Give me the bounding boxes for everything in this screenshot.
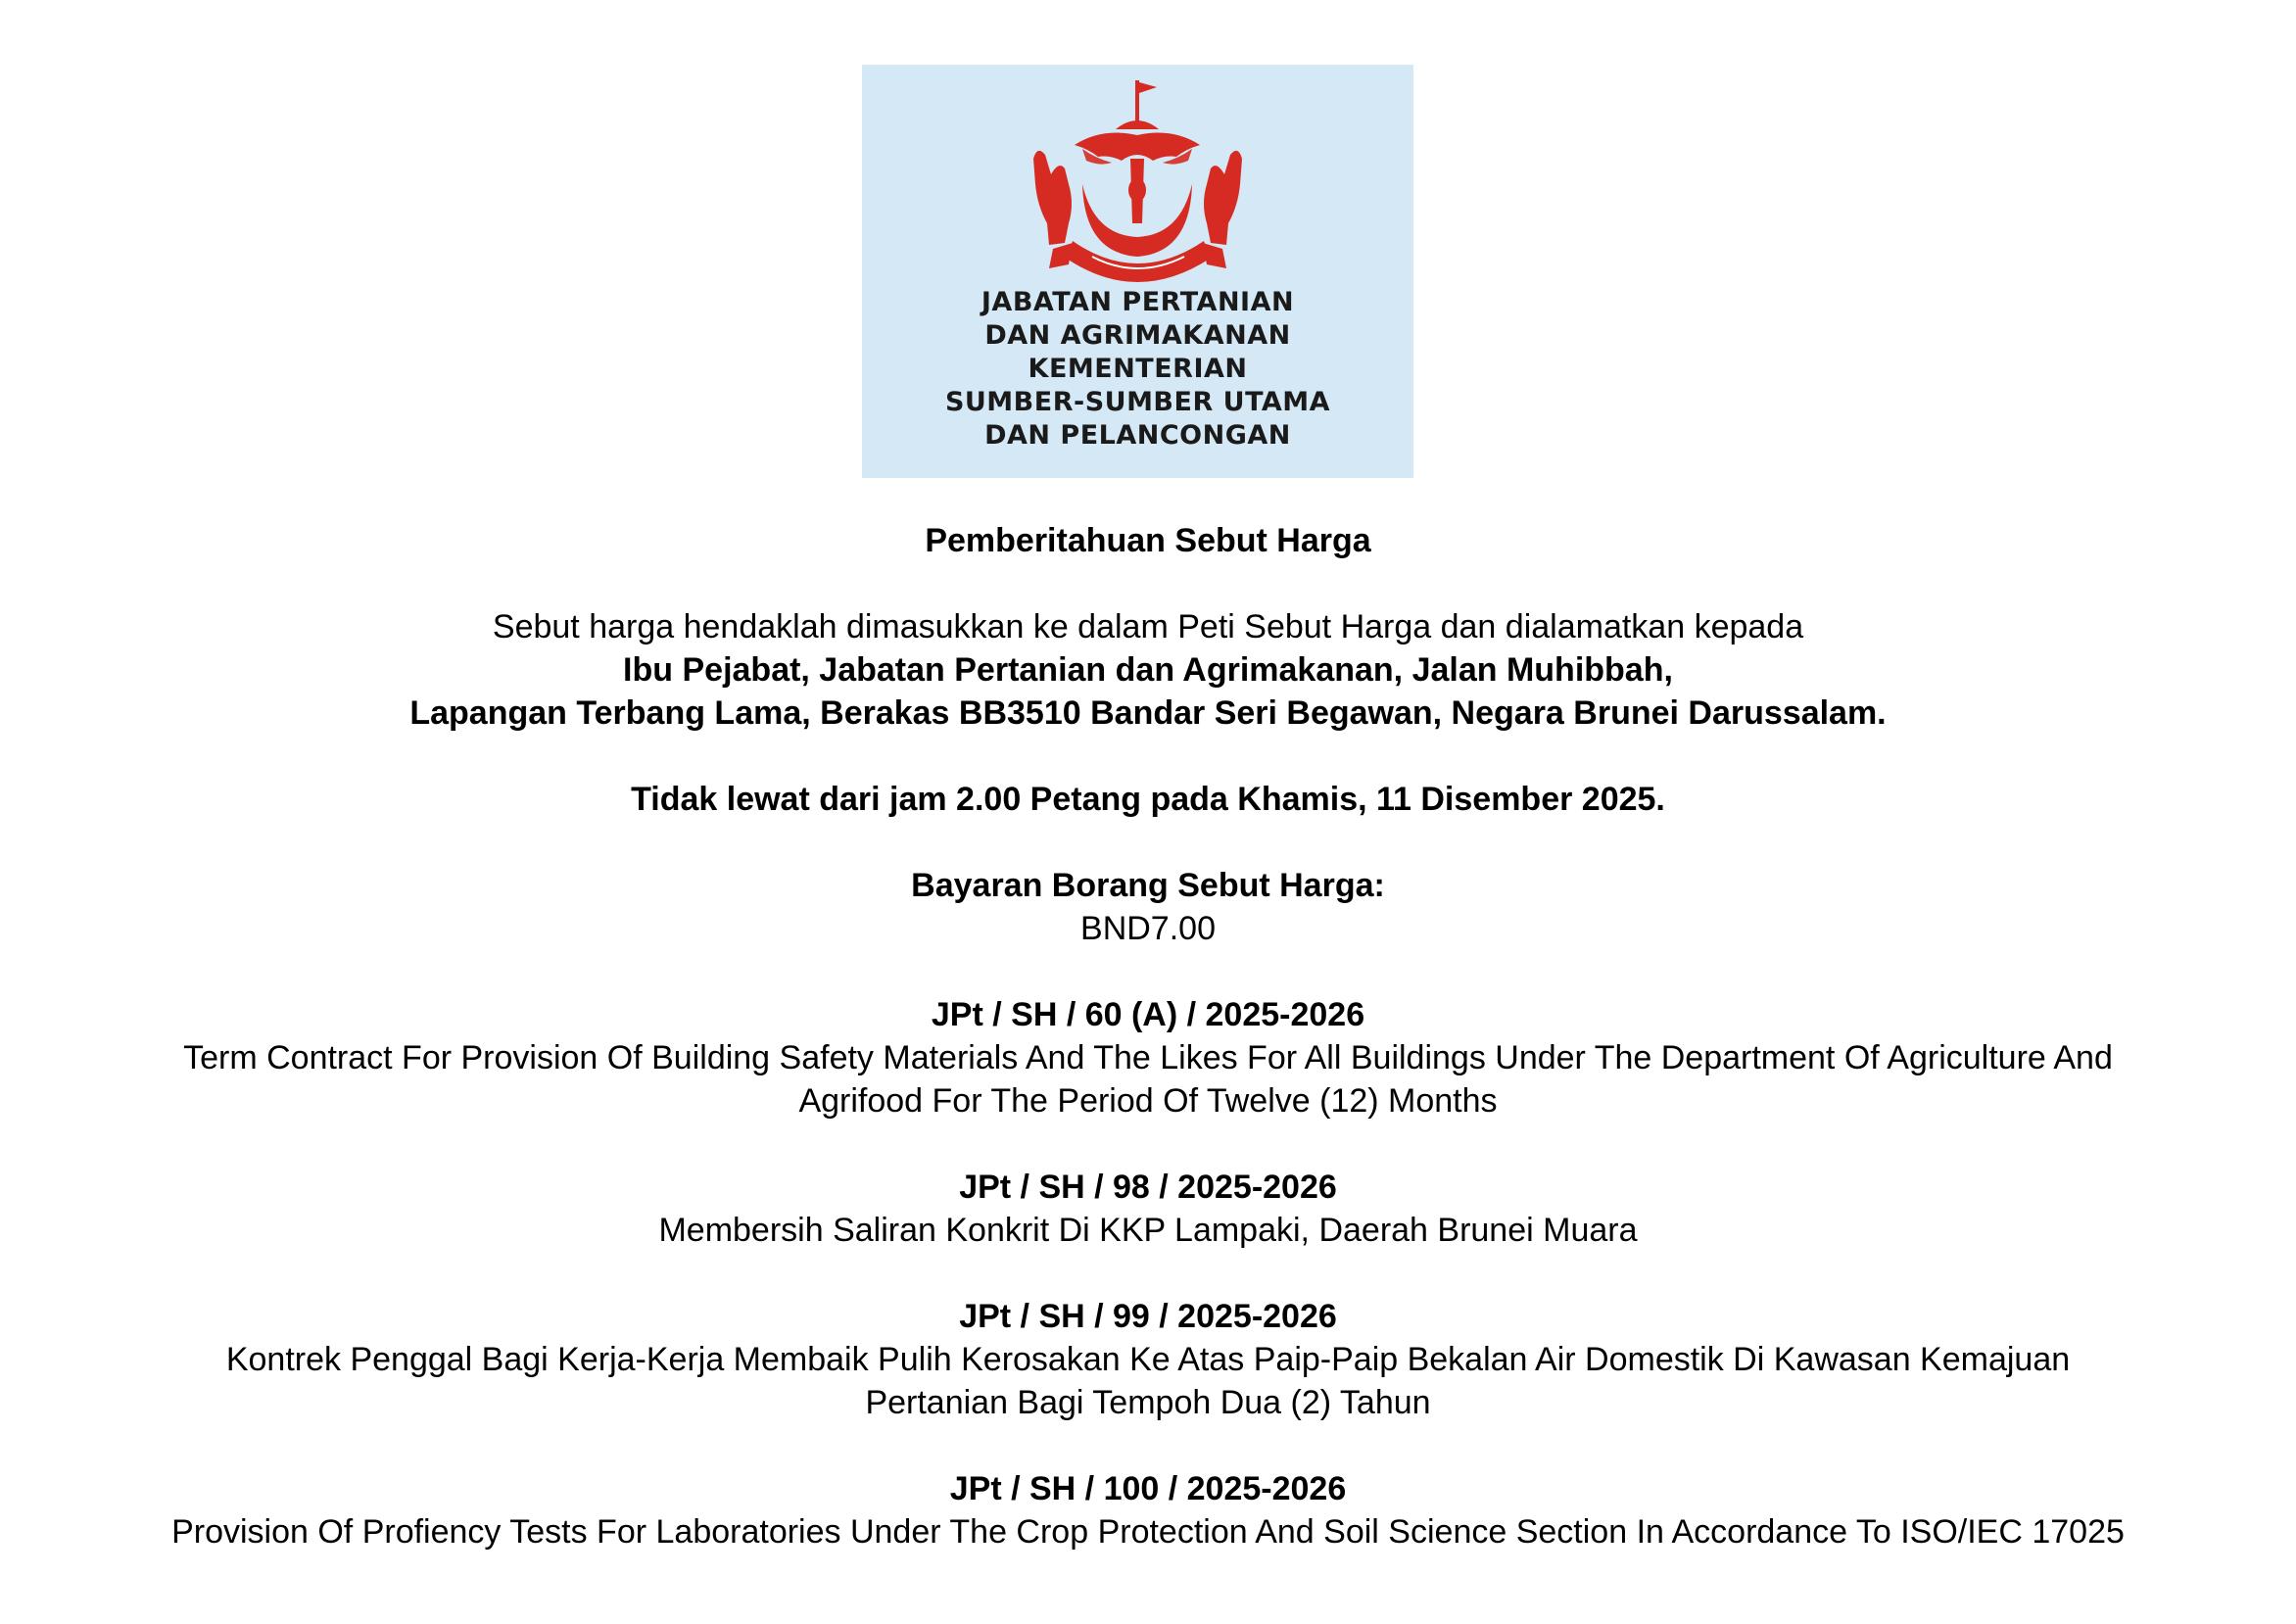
- tender-item: [0, 1166, 2296, 1252]
- org-line: SUMBER-SUMBER UTAMA: [944, 387, 1331, 417]
- tender-description: Agrifood For The Period Of Twelve (12) Months: [798, 1082, 1498, 1120]
- tender-description: Pertanian Bagi Tempoh Dua (2) Tahun: [865, 1384, 1431, 1421]
- address-line: Ibu Pejabat, Jabatan Pertanian dan Agrimakanan, Jalan Muhibbah,: [623, 651, 1673, 689]
- tender-reference: JPt / SH / 60 (A) / 2025-2026: [931, 996, 1365, 1033]
- org-line: DAN AGRIMAKANAN: [984, 320, 1291, 351]
- tender-description: Provision Of Profiency Tests For Laboratories Under The Crop Protection And Soil Science Section In Accordance To ISO/IEC 17025: [171, 1513, 2125, 1551]
- department-logo-box: [862, 65, 1413, 478]
- address-line: Lapangan Terbang Lama, Berakas BB3510 Bandar Seri Begawan, Negara Brunei Darussalam.: [409, 694, 1887, 732]
- org-line: JABATAN PERTANIAN: [981, 287, 1295, 317]
- tender-item: [0, 1295, 2296, 1424]
- tender-description: Membersih Saliran Konkrit Di KKP Lampaki, Daerah Brunei Muara: [658, 1212, 1638, 1249]
- tender-reference: JPt / SH / 98 / 2025-2026: [959, 1169, 1337, 1206]
- department-name: [862, 286, 1413, 453]
- brunei-crest-icon: [1014, 76, 1262, 307]
- fee-value: BND7.00: [1080, 910, 1216, 947]
- notice-body: [0, 519, 2296, 1553]
- notice-title: Pemberitahuan Sebut Harga: [925, 522, 1371, 559]
- tender-description: Term Contract For Provision Of Building Safety Materials And The Likes For All Buildings Under The Department Of Agriculture And: [183, 1039, 2113, 1076]
- tender-item: [0, 1467, 2296, 1553]
- notice-intro: Sebut harga hendaklah dimasukkan ke dalam Peti Sebut Harga dan dialamatkan kepada: [492, 608, 1804, 645]
- tender-reference: JPt / SH / 99 / 2025-2026: [959, 1298, 1337, 1335]
- tender-reference: JPt / SH / 100 / 2025-2026: [949, 1470, 1347, 1507]
- tender-description: Kontrek Penggal Bagi Kerja-Kerja Membaik Pulih Kerosakan Ke Atas Paip-Paip Bekalan Air Domestik Di Kawasan Kemajuan: [225, 1341, 2071, 1378]
- tender-item: [0, 993, 2296, 1122]
- fee-label: Bayaran Borang Sebut Harga:: [911, 867, 1385, 904]
- submission-deadline: Tidak lewat dari jam 2.00 Petang pada Khamis, 11 Disember 2025.: [631, 781, 1665, 818]
- org-line: DAN PELANCONGAN: [984, 420, 1291, 451]
- org-line: KEMENTERIAN: [1028, 354, 1248, 384]
